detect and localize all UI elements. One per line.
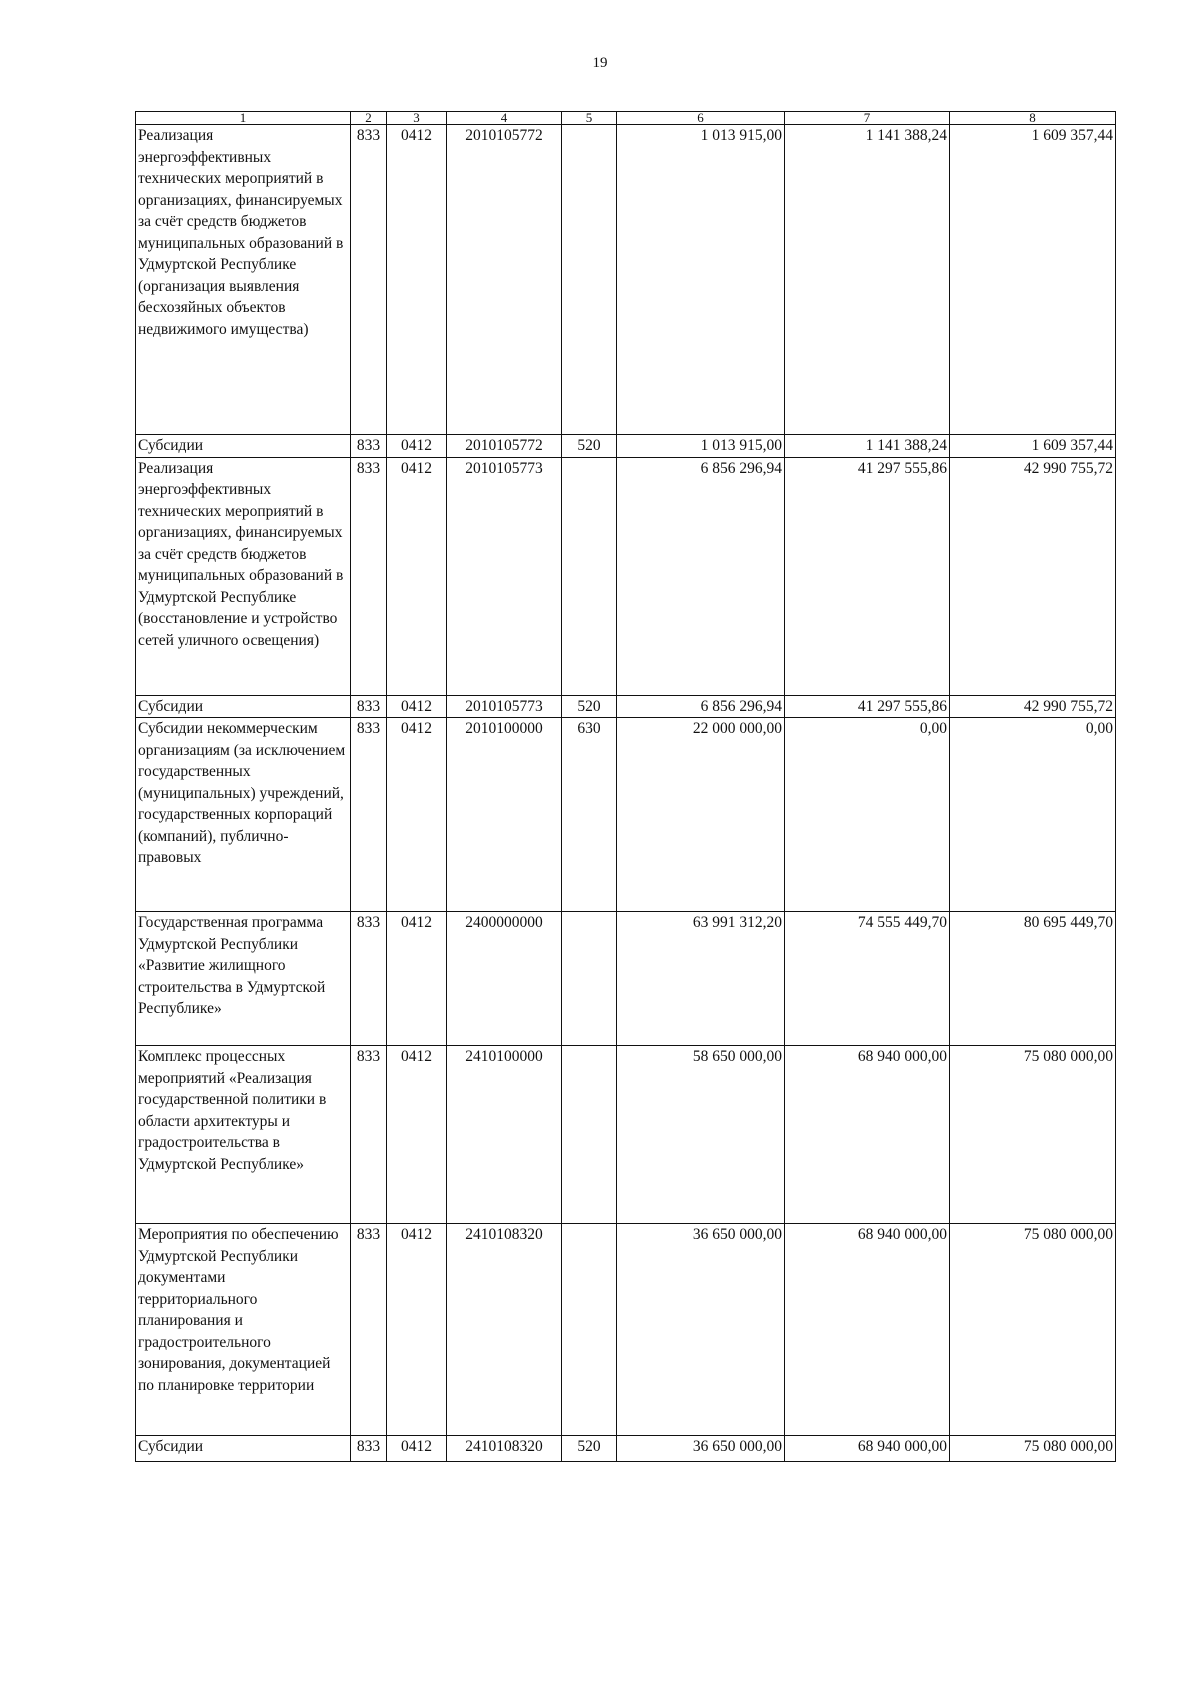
cell-ministry: 833 <box>351 912 387 1046</box>
cell-amount-2: 41 297 555,86 <box>785 457 950 695</box>
column-header: 3 <box>387 112 447 125</box>
cell-expense-type: 520 <box>562 695 617 718</box>
cell-target-article: 2410108320 <box>447 1436 562 1462</box>
cell-amount-1: 1 013 915,00 <box>617 125 785 435</box>
table-row <box>136 718 1116 912</box>
cell-amount-2: 0,00 <box>785 718 950 912</box>
cell-amount-1: 63 991 312,20 <box>617 912 785 1046</box>
cell-amount-3: 1 609 357,44 <box>950 125 1116 435</box>
cell-amount-3: 75 080 000,00 <box>950 1224 1116 1436</box>
cell-expense-type: 520 <box>562 1436 617 1462</box>
cell-target-article: 2410100000 <box>447 1046 562 1224</box>
cell-section: 0412 <box>387 1046 447 1224</box>
row-name: Реализация энергоэффективных технических мероприятий в организациях, финансируемых за счёт средств бюджетов муниципальных образований в Удмуртской Республике (восстановление и устройство сетей уличного освещения) <box>136 457 351 695</box>
cell-ministry: 833 <box>351 435 387 458</box>
cell-ministry: 833 <box>351 718 387 912</box>
cell-amount-3: 1 609 357,44 <box>950 435 1116 458</box>
column-header: 4 <box>447 112 562 125</box>
table-row <box>136 1224 1116 1436</box>
cell-target-article: 2010105772 <box>447 125 562 435</box>
cell-amount-3: 75 080 000,00 <box>950 1436 1116 1462</box>
cell-ministry: 833 <box>351 1046 387 1224</box>
cell-amount-2: 74 555 449,70 <box>785 912 950 1046</box>
row-name: Субсидии <box>136 695 351 718</box>
cell-amount-3: 75 080 000,00 <box>950 1046 1116 1224</box>
table-row <box>136 695 1116 718</box>
table-row <box>136 457 1116 695</box>
cell-amount-2: 68 940 000,00 <box>785 1224 950 1436</box>
row-name: Субсидии некоммерческим организациям (за исключением государственных (муниципальных) учреждений, государственных корпораций (компаний), публично-правовых <box>136 718 351 912</box>
cell-section: 0412 <box>387 718 447 912</box>
cell-amount-3: 80 695 449,70 <box>950 912 1116 1046</box>
cell-expense-type <box>562 1224 617 1436</box>
cell-amount-2: 68 940 000,00 <box>785 1436 950 1462</box>
cell-amount-2: 68 940 000,00 <box>785 1046 950 1224</box>
cell-amount-1: 1 013 915,00 <box>617 435 785 458</box>
column-header: 7 <box>785 112 950 125</box>
budget-table <box>135 111 1116 1462</box>
cell-amount-1: 6 856 296,94 <box>617 457 785 695</box>
cell-amount-2: 41 297 555,86 <box>785 695 950 718</box>
cell-amount-1: 36 650 000,00 <box>617 1436 785 1462</box>
page-number: 19 <box>592 55 608 71</box>
column-header: 2 <box>351 112 387 125</box>
cell-target-article: 2010105773 <box>447 695 562 718</box>
cell-section: 0412 <box>387 1436 447 1462</box>
cell-amount-1: 58 650 000,00 <box>617 1046 785 1224</box>
cell-ministry: 833 <box>351 1224 387 1436</box>
cell-amount-2: 1 141 388,24 <box>785 125 950 435</box>
cell-target-article: 2010100000 <box>447 718 562 912</box>
cell-amount-1: 36 650 000,00 <box>617 1224 785 1436</box>
cell-section: 0412 <box>387 125 447 435</box>
cell-section: 0412 <box>387 435 447 458</box>
cell-amount-1: 22 000 000,00 <box>617 718 785 912</box>
cell-expense-type <box>562 457 617 695</box>
column-header: 1 <box>136 112 351 125</box>
cell-amount-3: 0,00 <box>950 718 1116 912</box>
cell-amount-3: 42 990 755,72 <box>950 457 1116 695</box>
cell-expense-type <box>562 1046 617 1224</box>
cell-amount-2: 1 141 388,24 <box>785 435 950 458</box>
cell-expense-type: 630 <box>562 718 617 912</box>
cell-ministry: 833 <box>351 457 387 695</box>
cell-section: 0412 <box>387 912 447 1046</box>
cell-target-article: 2010105773 <box>447 457 562 695</box>
cell-expense-type: 520 <box>562 435 617 458</box>
table-row <box>136 125 1116 435</box>
table-row <box>136 435 1116 458</box>
cell-target-article: 2400000000 <box>447 912 562 1046</box>
cell-target-article: 2410108320 <box>447 1224 562 1436</box>
cell-target-article: 2010105772 <box>447 435 562 458</box>
row-name: Государственная программа Удмуртской Республики «Развитие жилищного строительства в Удмуртской Республике» <box>136 912 351 1046</box>
table-row <box>136 912 1116 1046</box>
row-name: Комплекс процессных мероприятий «Реализация государственной политики в области архитектуры и градостроительства в Удмуртской Республике» <box>136 1046 351 1224</box>
row-name: Субсидии <box>136 435 351 458</box>
cell-section: 0412 <box>387 1224 447 1436</box>
cell-ministry: 833 <box>351 125 387 435</box>
column-header: 5 <box>562 112 617 125</box>
cell-section: 0412 <box>387 457 447 695</box>
cell-amount-1: 6 856 296,94 <box>617 695 785 718</box>
row-name: Реализация энергоэффективных технических мероприятий в организациях, финансируемых за счёт средств бюджетов муниципальных образований в Удмуртской Республике (организация выявления бесхозяйных объектов недвижимого имущества) <box>136 125 351 435</box>
cell-section: 0412 <box>387 695 447 718</box>
cell-expense-type <box>562 125 617 435</box>
row-name: Субсидии <box>136 1436 351 1462</box>
row-name: Мероприятия по обеспечению Удмуртской Республики документами территориального планирования и градостроительного зонирования, документацией по планировке территории <box>136 1224 351 1436</box>
cell-ministry: 833 <box>351 1436 387 1462</box>
column-header: 6 <box>617 112 785 125</box>
table-row <box>136 1436 1116 1462</box>
table-header-row <box>136 112 1116 125</box>
column-header: 8 <box>950 112 1116 125</box>
cell-ministry: 833 <box>351 695 387 718</box>
cell-amount-3: 42 990 755,72 <box>950 695 1116 718</box>
table-row <box>136 1046 1116 1224</box>
cell-expense-type <box>562 912 617 1046</box>
